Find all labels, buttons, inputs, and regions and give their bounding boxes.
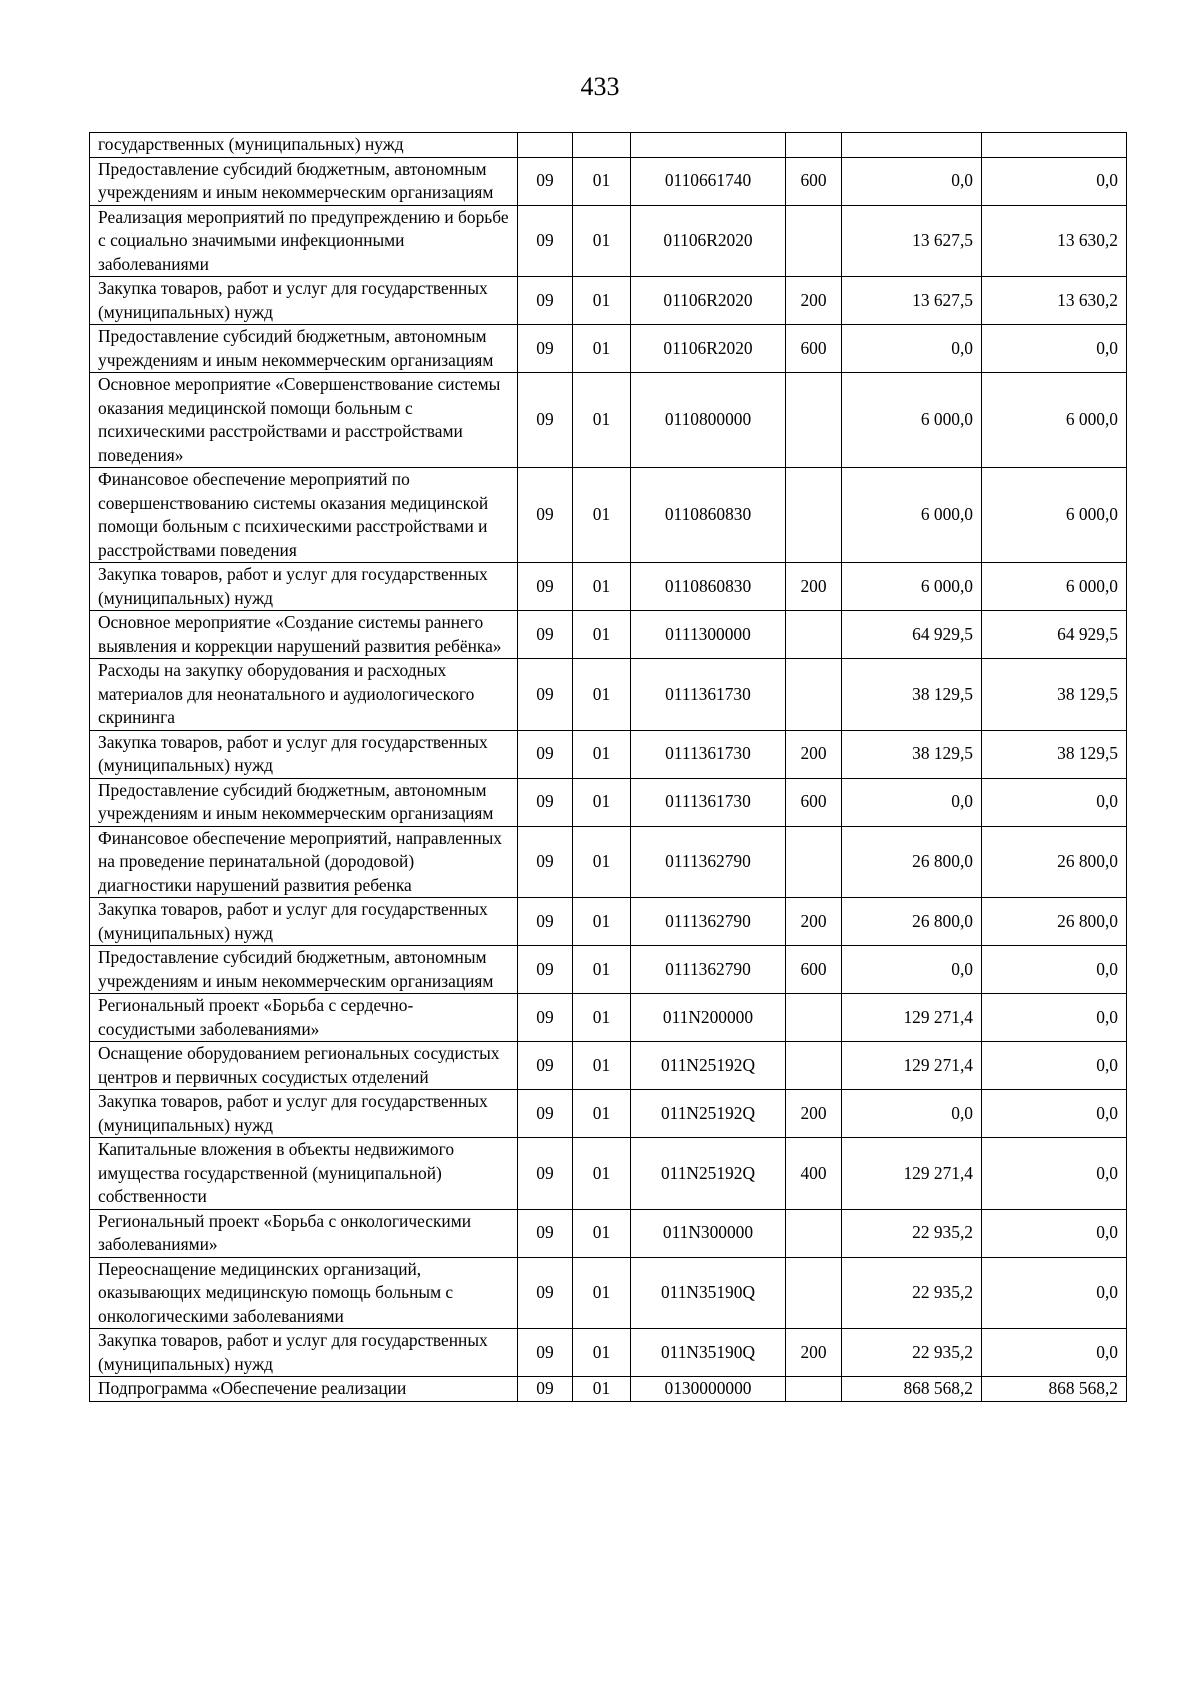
table-row bbox=[90, 133, 1127, 158]
amount-year2-cell: 6 000,0 bbox=[982, 468, 1127, 563]
amount-year2-cell: 26 800,0 bbox=[982, 826, 1127, 898]
row-name-cell: Подпрограмма «Обеспечение реализации bbox=[90, 1377, 518, 1402]
expense-type-cell: 600 bbox=[786, 157, 842, 205]
amount-year2-cell: 868 568,2 bbox=[982, 1377, 1127, 1402]
section-code-cell: 09 bbox=[518, 1329, 573, 1377]
amount-year2-cell: 38 129,5 bbox=[982, 730, 1127, 778]
target-article-cell: 0110860830 bbox=[631, 563, 786, 611]
table-row bbox=[90, 778, 1127, 826]
table-row bbox=[90, 563, 1127, 611]
section-code-cell: 09 bbox=[518, 1090, 573, 1138]
target-article-cell: 01106R2020 bbox=[631, 277, 786, 325]
expense-type-cell bbox=[786, 133, 842, 158]
section-code-cell: 09 bbox=[518, 1042, 573, 1090]
amount-year2-cell: 64 929,5 bbox=[982, 611, 1127, 659]
amount-year1-cell: 38 129,5 bbox=[842, 730, 982, 778]
section-code-cell: 09 bbox=[518, 373, 573, 468]
subsection-code-cell: 01 bbox=[573, 730, 631, 778]
expense-type-cell: 200 bbox=[786, 1090, 842, 1138]
expense-type-cell bbox=[786, 659, 842, 731]
row-name-cell: Основное мероприятие «Создание системы раннего выявления и коррекции нарушений развития ребёнка» bbox=[90, 611, 518, 659]
subsection-code-cell: 01 bbox=[573, 826, 631, 898]
budget-table bbox=[89, 132, 1127, 1402]
amount-year2-cell: 0,0 bbox=[982, 994, 1127, 1042]
section-code-cell: 09 bbox=[518, 205, 573, 277]
target-article-cell: 0111361730 bbox=[631, 778, 786, 826]
expense-type-cell: 600 bbox=[786, 946, 842, 994]
amount-year2-cell: 0,0 bbox=[982, 778, 1127, 826]
subsection-code-cell: 01 bbox=[573, 1377, 631, 1402]
section-code-cell: 09 bbox=[518, 659, 573, 731]
amount-year1-cell: 6 000,0 bbox=[842, 563, 982, 611]
amount-year2-cell: 0,0 bbox=[982, 1257, 1127, 1329]
row-name-cell: Капитальные вложения в объекты недвижимого имущества государственной (муниципальной) собственности bbox=[90, 1138, 518, 1210]
section-code-cell: 09 bbox=[518, 1257, 573, 1329]
target-article-cell: 0111300000 bbox=[631, 611, 786, 659]
section-code-cell: 09 bbox=[518, 994, 573, 1042]
amount-year2-cell: 6 000,0 bbox=[982, 563, 1127, 611]
amount-year2-cell: 0,0 bbox=[982, 1209, 1127, 1257]
section-code-cell: 09 bbox=[518, 157, 573, 205]
row-name-cell: Закупка товаров, работ и услуг для государственных (муниципальных) нужд bbox=[90, 1090, 518, 1138]
amount-year2-cell: 0,0 bbox=[982, 157, 1127, 205]
table-row bbox=[90, 659, 1127, 731]
amount-year1-cell: 26 800,0 bbox=[842, 898, 982, 946]
expense-type-cell: 200 bbox=[786, 563, 842, 611]
row-name-cell: Основное мероприятие «Совершенствование системы оказания медицинской помощи больным с психическими расстройствами и расстройствами поведения» bbox=[90, 373, 518, 468]
subsection-code-cell: 01 bbox=[573, 994, 631, 1042]
table-row bbox=[90, 1257, 1127, 1329]
amount-year1-cell: 0,0 bbox=[842, 1090, 982, 1138]
expense-type-cell: 600 bbox=[786, 325, 842, 373]
table-row bbox=[90, 946, 1127, 994]
target-article-cell: 01106R2020 bbox=[631, 325, 786, 373]
target-article-cell: 0110661740 bbox=[631, 157, 786, 205]
target-article-cell: 0111361730 bbox=[631, 730, 786, 778]
row-name-cell: Расходы на закупку оборудования и расходных материалов для неонатального и аудиологического скрининга bbox=[90, 659, 518, 731]
section-code-cell: 09 bbox=[518, 898, 573, 946]
expense-type-cell: 200 bbox=[786, 730, 842, 778]
amount-year1-cell: 6 000,0 bbox=[842, 373, 982, 468]
row-name-cell: Закупка товаров, работ и услуг для государственных (муниципальных) нужд bbox=[90, 730, 518, 778]
amount-year1-cell: 22 935,2 bbox=[842, 1257, 982, 1329]
section-code-cell: 09 bbox=[518, 277, 573, 325]
subsection-code-cell bbox=[573, 133, 631, 158]
amount-year2-cell: 0,0 bbox=[982, 1042, 1127, 1090]
row-name-cell: Закупка товаров, работ и услуг для государственных (муниципальных) нужд bbox=[90, 1329, 518, 1377]
target-article-cell: 011N300000 bbox=[631, 1209, 786, 1257]
amount-year1-cell: 129 271,4 bbox=[842, 1042, 982, 1090]
expense-type-cell bbox=[786, 1042, 842, 1090]
section-code-cell: 09 bbox=[518, 1138, 573, 1210]
section-code-cell: 09 bbox=[518, 1209, 573, 1257]
target-article-cell: 0111362790 bbox=[631, 898, 786, 946]
amount-year1-cell bbox=[842, 133, 982, 158]
amount-year1-cell: 129 271,4 bbox=[842, 994, 982, 1042]
amount-year1-cell: 13 627,5 bbox=[842, 205, 982, 277]
table-row bbox=[90, 1377, 1127, 1402]
row-name-cell: Оснащение оборудованием региональных сосудистых центров и первичных сосудистых отделений bbox=[90, 1042, 518, 1090]
expense-type-cell bbox=[786, 1209, 842, 1257]
table-row bbox=[90, 1042, 1127, 1090]
amount-year1-cell: 22 935,2 bbox=[842, 1329, 982, 1377]
row-name-cell: Реализация мероприятий по предупреждению и борьбе с социально значимыми инфекционными заболеваниями bbox=[90, 205, 518, 277]
row-name-cell: Финансовое обеспечение мероприятий по совершенствованию системы оказания медицинской помощи больным с психическими расстройствами и расстройствами поведения bbox=[90, 468, 518, 563]
subsection-code-cell: 01 bbox=[573, 1090, 631, 1138]
table-row bbox=[90, 730, 1127, 778]
table-row bbox=[90, 205, 1127, 277]
section-code-cell: 09 bbox=[518, 468, 573, 563]
section-code-cell: 09 bbox=[518, 946, 573, 994]
section-code-cell: 09 bbox=[518, 730, 573, 778]
target-article-cell: 0110800000 bbox=[631, 373, 786, 468]
expense-type-cell: 200 bbox=[786, 277, 842, 325]
table-row bbox=[90, 994, 1127, 1042]
subsection-code-cell: 01 bbox=[573, 373, 631, 468]
subsection-code-cell: 01 bbox=[573, 1209, 631, 1257]
target-article-cell: 011N25192Q bbox=[631, 1090, 786, 1138]
table-row bbox=[90, 1090, 1127, 1138]
expense-type-cell bbox=[786, 994, 842, 1042]
row-name-cell: Закупка товаров, работ и услуг для государственных (муниципальных) нужд bbox=[90, 898, 518, 946]
table-row bbox=[90, 1209, 1127, 1257]
section-code-cell: 09 bbox=[518, 563, 573, 611]
amount-year1-cell: 22 935,2 bbox=[842, 1209, 982, 1257]
amount-year1-cell: 0,0 bbox=[842, 778, 982, 826]
target-article-cell: 011N25192Q bbox=[631, 1042, 786, 1090]
section-code-cell: 09 bbox=[518, 778, 573, 826]
expense-type-cell: 200 bbox=[786, 898, 842, 946]
target-article-cell: 011N35190Q bbox=[631, 1329, 786, 1377]
expense-type-cell bbox=[786, 468, 842, 563]
subsection-code-cell: 01 bbox=[573, 611, 631, 659]
amount-year2-cell: 0,0 bbox=[982, 1090, 1127, 1138]
expense-type-cell bbox=[786, 611, 842, 659]
subsection-code-cell: 01 bbox=[573, 1042, 631, 1090]
amount-year2-cell: 6 000,0 bbox=[982, 373, 1127, 468]
table-body bbox=[90, 133, 1127, 1402]
row-name-cell: Финансовое обеспечение мероприятий, направленных на проведение перинатальной (дородовой) диагностики нарушений развития ребенка bbox=[90, 826, 518, 898]
page-number: 433 bbox=[580, 72, 620, 101]
amount-year1-cell: 13 627,5 bbox=[842, 277, 982, 325]
expense-type-cell bbox=[786, 205, 842, 277]
row-name-cell: Переоснащение медицинских организаций, оказывающих медицинскую помощь больным с онкологическими заболеваниями bbox=[90, 1257, 518, 1329]
amount-year2-cell: 0,0 bbox=[982, 946, 1127, 994]
table-row bbox=[90, 325, 1127, 373]
subsection-code-cell: 01 bbox=[573, 1329, 631, 1377]
subsection-code-cell: 01 bbox=[573, 1138, 631, 1210]
target-article-cell: 011N200000 bbox=[631, 994, 786, 1042]
table-row bbox=[90, 277, 1127, 325]
section-code-cell: 09 bbox=[518, 1377, 573, 1402]
amount-year1-cell: 0,0 bbox=[842, 157, 982, 205]
target-article-cell: 011N35190Q bbox=[631, 1257, 786, 1329]
amount-year2-cell: 13 630,2 bbox=[982, 277, 1127, 325]
section-code-cell: 09 bbox=[518, 826, 573, 898]
target-article-cell: 0110860830 bbox=[631, 468, 786, 563]
subsection-code-cell: 01 bbox=[573, 1257, 631, 1329]
target-article-cell: 011N25192Q bbox=[631, 1138, 786, 1210]
expense-type-cell: 400 bbox=[786, 1138, 842, 1210]
amount-year2-cell: 0,0 bbox=[982, 325, 1127, 373]
amount-year1-cell: 0,0 bbox=[842, 325, 982, 373]
table-row bbox=[90, 1138, 1127, 1210]
subsection-code-cell: 01 bbox=[573, 277, 631, 325]
table-row bbox=[90, 373, 1127, 468]
subsection-code-cell: 01 bbox=[573, 563, 631, 611]
subsection-code-cell: 01 bbox=[573, 946, 631, 994]
target-article-cell: 0111361730 bbox=[631, 659, 786, 731]
table-row bbox=[90, 157, 1127, 205]
amount-year2-cell bbox=[982, 133, 1127, 158]
row-name-cell: Предоставление субсидий бюджетным, автономным учреждениям и иным некоммерческим организациям bbox=[90, 325, 518, 373]
subsection-code-cell: 01 bbox=[573, 659, 631, 731]
expense-type-cell bbox=[786, 826, 842, 898]
table-row bbox=[90, 468, 1127, 563]
row-name-cell: Предоставление субсидий бюджетным, автономным учреждениям и иным некоммерческим организациям bbox=[90, 946, 518, 994]
target-article-cell: 0111362790 bbox=[631, 946, 786, 994]
expense-type-cell: 200 bbox=[786, 1329, 842, 1377]
amount-year2-cell: 26 800,0 bbox=[982, 898, 1127, 946]
subsection-code-cell: 01 bbox=[573, 898, 631, 946]
row-name-cell: государственных (муниципальных) нужд bbox=[90, 133, 518, 158]
subsection-code-cell: 01 bbox=[573, 778, 631, 826]
section-code-cell: 09 bbox=[518, 325, 573, 373]
row-name-cell: Региональный проект «Борьба с онкологическими заболеваниями» bbox=[90, 1209, 518, 1257]
amount-year2-cell: 0,0 bbox=[982, 1138, 1127, 1210]
section-code-cell: 09 bbox=[518, 611, 573, 659]
row-name-cell: Закупка товаров, работ и услуг для государственных (муниципальных) нужд bbox=[90, 563, 518, 611]
target-article-cell: 0130000000 bbox=[631, 1377, 786, 1402]
target-article-cell: 01106R2020 bbox=[631, 205, 786, 277]
subsection-code-cell: 01 bbox=[573, 325, 631, 373]
row-name-cell: Региональный проект «Борьба с сердечно-сосудистыми заболеваниями» bbox=[90, 994, 518, 1042]
expense-type-cell bbox=[786, 1257, 842, 1329]
table-row bbox=[90, 611, 1127, 659]
amount-year1-cell: 6 000,0 bbox=[842, 468, 982, 563]
subsection-code-cell: 01 bbox=[573, 468, 631, 563]
subsection-code-cell: 01 bbox=[573, 205, 631, 277]
target-article-cell bbox=[631, 133, 786, 158]
amount-year1-cell: 26 800,0 bbox=[842, 826, 982, 898]
amount-year2-cell: 38 129,5 bbox=[982, 659, 1127, 731]
amount-year1-cell: 0,0 bbox=[842, 946, 982, 994]
amount-year2-cell: 13 630,2 bbox=[982, 205, 1127, 277]
expense-type-cell: 600 bbox=[786, 778, 842, 826]
expense-type-cell bbox=[786, 1377, 842, 1402]
amount-year1-cell: 129 271,4 bbox=[842, 1138, 982, 1210]
subsection-code-cell: 01 bbox=[573, 157, 631, 205]
amount-year1-cell: 38 129,5 bbox=[842, 659, 982, 731]
amount-year1-cell: 64 929,5 bbox=[842, 611, 982, 659]
target-article-cell: 0111362790 bbox=[631, 826, 786, 898]
row-name-cell: Предоставление субсидий бюджетным, автономным учреждениям и иным некоммерческим организациям bbox=[90, 157, 518, 205]
section-code-cell bbox=[518, 133, 573, 158]
row-name-cell: Закупка товаров, работ и услуг для государственных (муниципальных) нужд bbox=[90, 277, 518, 325]
amount-year2-cell: 0,0 bbox=[982, 1329, 1127, 1377]
row-name-cell: Предоставление субсидий бюджетным, автономным учреждениям и иным некоммерческим организациям bbox=[90, 778, 518, 826]
table-row bbox=[90, 1329, 1127, 1377]
table-row bbox=[90, 826, 1127, 898]
table-row bbox=[90, 898, 1127, 946]
expense-type-cell bbox=[786, 373, 842, 468]
amount-year1-cell: 868 568,2 bbox=[842, 1377, 982, 1402]
